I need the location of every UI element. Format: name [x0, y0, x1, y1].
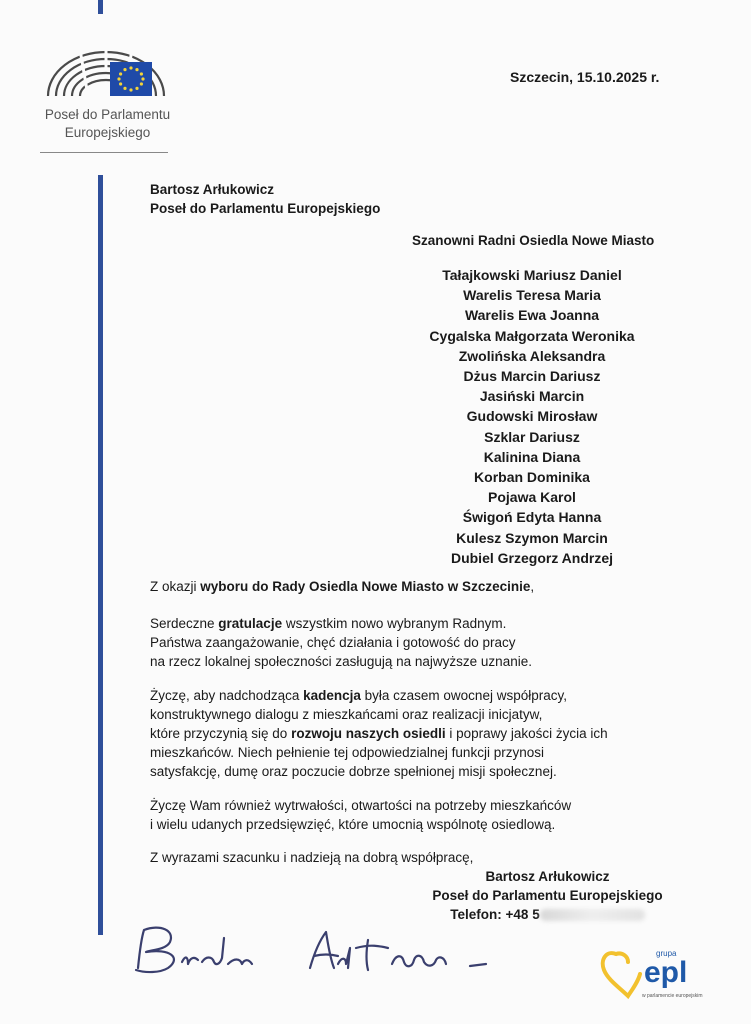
epl-group-logo — [598, 942, 718, 1004]
letter-date: Szczecin, 15.10.2025 r. — [510, 69, 660, 85]
para2-l3-bold: rozwoju naszych osiedli — [291, 726, 446, 741]
recipient-name: Gudowski Mirosław — [466, 408, 598, 425]
logo-divider — [40, 152, 168, 153]
recipient-name: Świgoń Edyta Hanna — [462, 509, 602, 526]
recipient-name: Zwolińska Aleksandra — [458, 347, 606, 364]
recipient-name: Tałajkowski Mariusz Daniel — [442, 267, 622, 283]
sender-title: Poseł do Parlamentu Europejskiego — [150, 201, 381, 216]
logo-caption — [40, 106, 175, 142]
sender-name: Bartosz Arłukowicz — [150, 182, 275, 197]
intro-post: , — [530, 579, 535, 594]
top-accent-bar — [98, 0, 103, 14]
para2-line4: mieszkańców. Niech pełnienie tej odpowiedzialnej funkcji przynosi — [150, 745, 544, 760]
logo-caption-line2: Europejskiego — [64, 125, 151, 140]
para1-l1-bold: gratulacje — [218, 616, 283, 631]
closing-wishes-paragraph — [150, 796, 670, 834]
salutation: Szanowni Radni Osiedla Nowe Miasto — [412, 233, 655, 248]
para1-line3: na rzecz lokalnej społeczności zasługują na najwyższe uznanie. — [150, 654, 532, 669]
signature-title: Poseł do Parlamentu Europejskiego — [432, 888, 663, 903]
para1-line2: Państwa zaangażowanie, chęć działania i gotowość do pracy — [150, 635, 516, 650]
recipient-list — [412, 265, 652, 568]
recipient-name: Dżus Marcin Dariusz — [463, 368, 601, 385]
para2-line5: satysfakcję, dumę oraz poczucie dobrze spełnionej misji społecznej. — [150, 764, 557, 779]
para3-line1: Życzę Wam również wytrwałości, otwartości na potrzeby mieszkańców — [150, 798, 572, 813]
para1-l1-pre: Serdeczne — [150, 616, 219, 631]
intro-pre: Z okazji — [150, 579, 201, 594]
para2-l3-pre: które przyczynią się do — [150, 726, 292, 741]
para2-l1-pre: Życzę, aby nadchodząca — [150, 688, 304, 703]
recipient-name: Cygalska Małgorzata Weronika — [429, 327, 635, 344]
left-accent-bar — [98, 175, 103, 935]
epl-grupa-text: grupa — [656, 949, 677, 958]
intro-paragraph — [150, 577, 670, 596]
recipient-name: Jasiński Marcin — [479, 388, 585, 405]
para2-l1-post: była czasem owocnej współpracy, — [360, 688, 567, 703]
epl-sub-text: w parlamencie europejskim — [642, 993, 703, 999]
congratulations-paragraph — [150, 614, 670, 671]
para2-l3-post: i poprawy jakości życia ich — [445, 726, 608, 741]
epl-main-text: epl — [644, 956, 688, 989]
recipient-name: Szklar Dariusz — [484, 428, 580, 445]
recipient-name: Warelis Ewa Joanna — [464, 307, 600, 324]
recipient-name: Dubiel Grzegorz Andrzej — [450, 549, 614, 566]
phone-number: Telefon: +48 5 — [450, 907, 540, 922]
handwritten-signature — [130, 918, 530, 988]
intro-bold: wyboru do Rady Osiedla Nowe Miasto w Szczecinie — [200, 579, 531, 594]
para2-line2: konstruktywnego dialogu z mieszkańcami oraz realizacji inicjatyw, — [150, 707, 543, 722]
signature-block — [425, 867, 670, 924]
closing-line: Z wyrazami szacunku i nadzieją na dobrą współpracę, — [150, 850, 474, 865]
recipient-name: Kalinina Diana — [483, 448, 581, 465]
recipient-name: Warelis Teresa Maria — [463, 287, 601, 304]
para3-line2: i wielu udanych przedsięwzięć, które umocnią wspólnotę osiedlową. — [150, 817, 556, 832]
redacted-phone-digits — [540, 909, 645, 921]
para1-l1-post: wszystkim nowo wybranym Radnym. — [282, 616, 507, 631]
signature-name: Bartosz Arłukowicz — [485, 869, 610, 884]
logo-caption-line1: Poseł do Parlamentu — [44, 107, 171, 122]
para2-l1-bold: kadencja — [303, 688, 361, 703]
recipient-name: Korban Dominika — [474, 469, 590, 486]
sender-block — [150, 180, 380, 218]
recipient-name: Pojawa Karol — [488, 489, 576, 506]
recipient-name: Kulesz Szymon Marcin — [456, 529, 608, 546]
wishes-paragraph — [150, 686, 670, 781]
